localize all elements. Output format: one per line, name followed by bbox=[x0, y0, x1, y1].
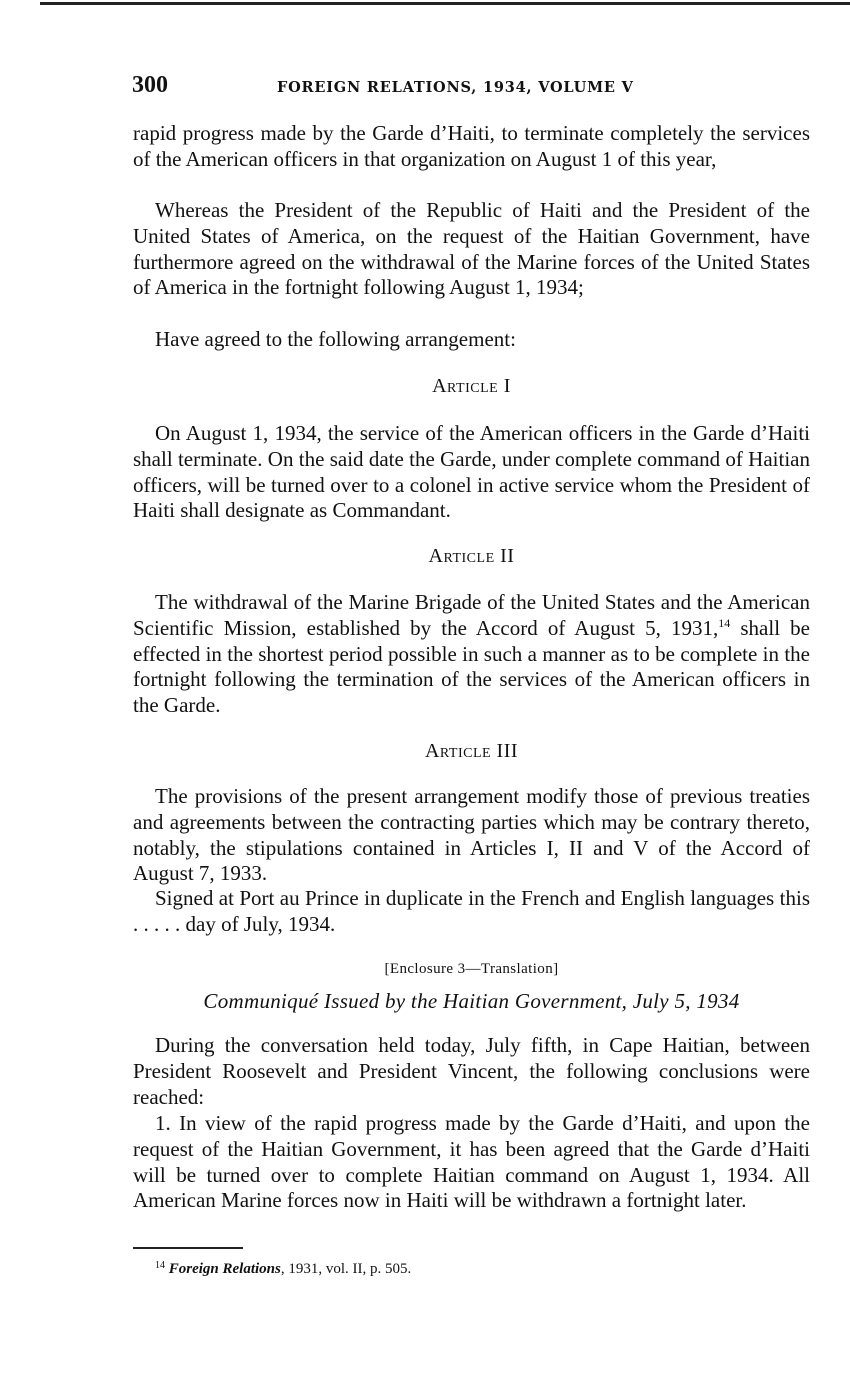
paragraph-continued: rapid progress made by the Garde d’Haiti, to terminate completely the services of the American officers in that organization on August 1 of this year, bbox=[133, 121, 810, 171]
article-1-heading: Article I bbox=[432, 375, 511, 397]
article-2-heading: Article II bbox=[428, 545, 515, 567]
paragraph-agreed: Have agreed to the following arrangement: bbox=[155, 327, 516, 351]
article-3-text: The provisions of the present arrangement modify those of previous treaties and agreements between the contracting parties which may be contrary thereto, notably, the stipulations contained in Articles I, II and V of the Accord of August 7, 1933. bbox=[133, 784, 810, 886]
article-2-text-start: The withdrawal of the Marine Brigade of the United States and the American Scientific Mission, established by the Accord of August 5, 1931, bbox=[133, 590, 810, 640]
top-border-rule bbox=[40, 2, 850, 5]
footnote-reference: 14 bbox=[718, 615, 731, 630]
signed-paragraph: Signed at Port au Prince in duplicate in the French and English languages this . . . . . day of July, 1934. bbox=[133, 886, 810, 936]
article-1-text: On August 1, 1934, the service of the American officers in the Garde d’Haiti shall terminate. On the said date the Garde, under complete command of Haitian officers, will be turned over to a colonel in active service whom the President of Haiti shall designate as Commandant. bbox=[133, 421, 810, 523]
page-header bbox=[132, 72, 812, 106]
running-head: FOREIGN RELATIONS, 1934, VOLUME V bbox=[277, 79, 634, 96]
article-2-text-end: shall be effected in the shortest period possible in such a manner as to be complete in the fortnight following the termination of the services of the American officers in the Garde. bbox=[133, 615, 811, 718]
footnote bbox=[155, 1260, 411, 1278]
footnote-title: Foreign Relations bbox=[168, 1261, 281, 1277]
communique-title: Communiqué Issued by the Haitian Government, July 5, 1934 bbox=[203, 989, 740, 1013]
article-3-heading: Article III bbox=[424, 740, 519, 762]
paragraph-whereas: Whereas the President of the Republic of Haiti and the President of the United States of America, on the request of the Haitian Government, have furthermore agreed on the withdrawal of the Marine forces of the United States of America in the fortnight following August 1, 1934; bbox=[133, 198, 810, 300]
footnote-text: , 1931, vol. II, p. 505. bbox=[280, 1261, 412, 1277]
footnote-rule bbox=[133, 1247, 243, 1249]
enclosure-label: [Enclosure 3—Translation] bbox=[384, 961, 559, 977]
article-2-text bbox=[133, 590, 810, 719]
footnote-mark: 14 bbox=[155, 1260, 165, 1271]
page-number: 300 bbox=[132, 72, 168, 98]
communique-paragraph-2: 1. In view of the rapid progress made by the Garde d’Haiti, and upon the request of the Haitian Government, it has been agreed that the Garde d’Haiti will be turned over to complete Haitian command on August 1, 1934. All American Marine forces now in Haiti will be withdrawn a fortnight later. bbox=[133, 1111, 810, 1213]
communique-paragraph-1: During the conversation held today, July fifth, in Cape Haitian, between President Roosevelt and President Vincent, the following conclusions were reached: bbox=[133, 1033, 810, 1109]
